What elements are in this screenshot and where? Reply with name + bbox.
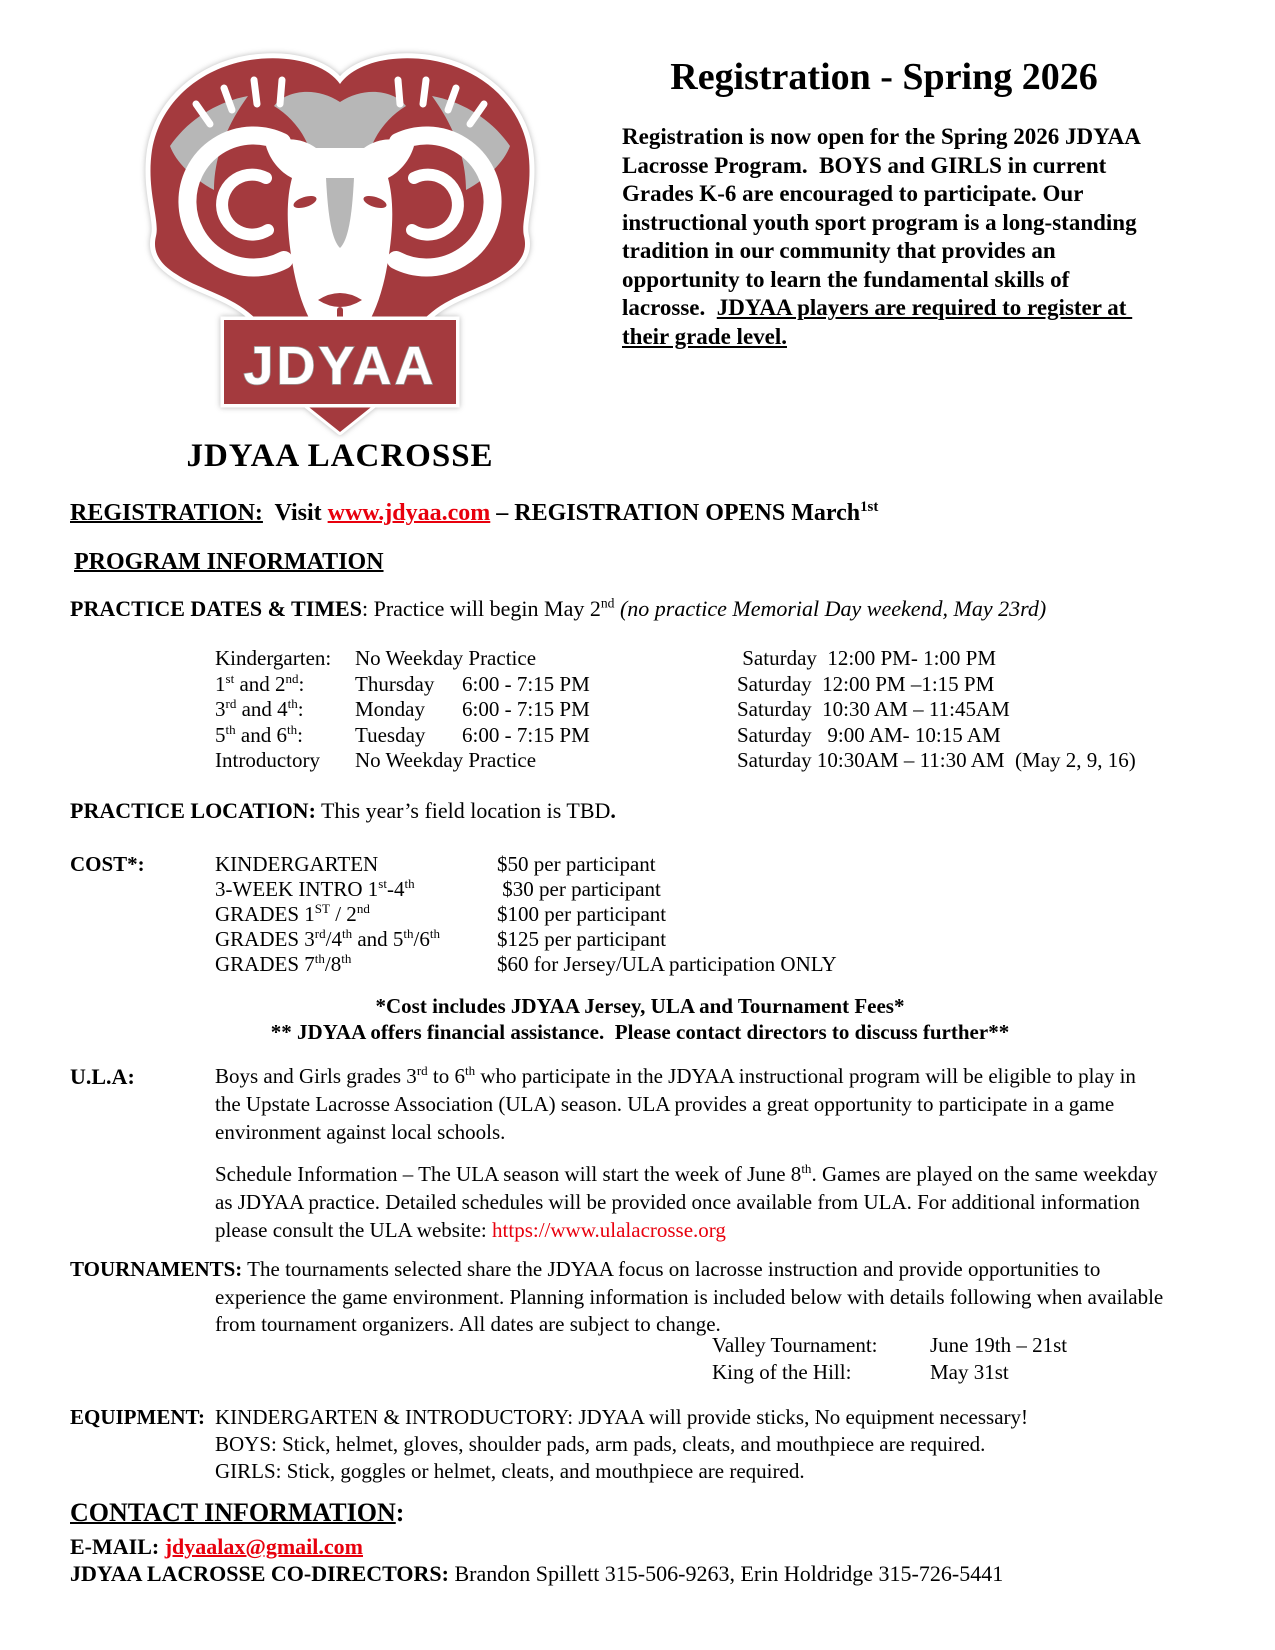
directors-text: Brandon Spillett 315-506-9263, Erin Holdridge 315-726-5441 — [448, 1561, 1004, 1586]
schedule-grade: 5th and 6th: — [215, 721, 303, 747]
ula-website-link[interactable]: https://www.ulalacrosse.org — [492, 1218, 726, 1242]
schedule-time: 6:00 - 7:15 PM — [462, 671, 590, 696]
schedule-grade: 3rd and 4th: — [215, 696, 304, 721]
equipment-section — [70, 1404, 1028, 1485]
registration-visit-text: Visit — [262, 500, 328, 526]
schedule-grade: 1st and 2nd: — [215, 670, 305, 696]
schedule-weekday: Monday — [355, 697, 425, 721]
practice-schedule-table — [215, 646, 1136, 774]
ram-head-icon — [130, 50, 550, 435]
cost-label-spacer — [70, 877, 215, 902]
cost-notes — [70, 993, 1210, 1045]
contact-heading-colon: : — [395, 1498, 405, 1527]
schedule-weekday: Tuesday — [355, 722, 426, 747]
jdyaa-ram-logo — [130, 50, 550, 435]
cost-item: KINDERGARTEN — [215, 852, 379, 876]
cost-label: COST*: — [70, 852, 145, 876]
registration-label: REGISTRATION: — [70, 500, 263, 526]
practice-location-line — [70, 798, 616, 824]
cost-price: $50 per participant — [497, 852, 656, 876]
schedule-weekday: Thursday — [355, 671, 435, 696]
cost-price: $30 per participant — [497, 877, 661, 901]
schedule-grade: Kindergarten: — [215, 646, 332, 670]
email-label: E-MAIL: — [70, 1534, 165, 1559]
schedule-time — [462, 748, 737, 774]
schedule-time: 6:00 - 7:15 PM — [462, 697, 590, 721]
practice-dates-text: : Practice will begin May 2nd — [361, 595, 615, 621]
equipment-line: KINDERGARTEN & INTRODUCTORY: JDYAA will provide sticks, No equipment necessary! — [215, 1405, 1029, 1429]
tournaments-paragraph — [70, 1256, 1180, 1339]
cost-label-spacer — [70, 927, 215, 952]
equipment-line: GIRLS: Stick, goggles or helmet, cleats, and mouthpiece are required. — [215, 1459, 805, 1483]
practice-location-label: PRACTICE LOCATION: — [70, 798, 316, 823]
tournament-date: June 19th – 21st — [930, 1333, 1068, 1357]
logo-banner-text: JDYAA — [243, 336, 437, 396]
ula-label: U.L.A: — [70, 1064, 135, 1089]
cost-item: GRADES 1ST / 2nd — [215, 901, 370, 926]
equipment-label-spacer — [70, 1458, 215, 1485]
schedule-time — [462, 646, 737, 672]
cost-price: $60 for Jersey/ULA participation ONLY — [497, 952, 837, 976]
schedule-saturday: Saturday 12:00 PM –1:15 PM — [737, 671, 995, 696]
schedule-saturday: Saturday 12:00 PM- 1:00 PM — [737, 646, 997, 670]
page-title: Registration - Spring 2026 — [670, 56, 1098, 98]
registration-line — [70, 500, 878, 527]
header-text-block — [622, 55, 1146, 351]
tournament-date: May 31st — [930, 1360, 1009, 1384]
directors-label: JDYAA LACROSSE CO-DIRECTORS: — [70, 1561, 449, 1586]
practice-dates-note: (no practice Memorial Day weekend, May 23rd) — [619, 596, 1047, 621]
practice-location-text: This year’s field location is TBD. — [315, 798, 616, 823]
ula-paragraph-2-text: Schedule Information – The ULA season will start the week of June 8th. Games are played on the same weekday as JDYAA practice. Detailed schedules will be provided once available from ULA. For additional information please consult the ULA website: — [215, 1161, 1164, 1242]
practice-dates-label: PRACTICE DATES & TIMES — [70, 596, 362, 621]
cost-price: $100 per participant — [497, 902, 667, 926]
tournament-name: King of the Hill: — [712, 1360, 852, 1384]
schedule-weekday: No Weekday Practice — [355, 646, 537, 670]
cost-label-spacer — [70, 952, 215, 977]
cost-note-1: *Cost includes JDYAA Jersey, ULA and Tournament Fees* — [375, 994, 905, 1018]
cost-item: GRADES 3rd/4th and 5th/6th — [215, 926, 440, 951]
email-line — [70, 1534, 363, 1560]
practice-dates-line — [70, 596, 1046, 622]
directors-line — [70, 1561, 1003, 1587]
program-information-heading: PROGRAM INFORMATION — [74, 549, 384, 575]
cost-item: 3-WEEK INTRO 1st-4th — [215, 876, 415, 901]
email-link[interactable]: jdyaalax@gmail.com — [164, 1534, 363, 1559]
equipment-line: BOYS: Stick, helmet, gloves, shoulder pads, arm pads, cleats, and mouthpiece are required. — [215, 1432, 986, 1456]
contact-heading-text: CONTACT INFORMATION — [70, 1498, 396, 1527]
logo-caption: JDYAA LACROSSE — [186, 438, 494, 474]
intro-paragraph: Registration is now open for the Spring 2026 JDYAA Lacrosse Program. BOYS and GIRLS in current Grades K-6 are encouraged to participate. Our instructional youth sport program is a long-standing tradition in our community that provides an opportunity to learn the fundamental skills of lacrosse. JDYAA players are required to register at their grade level. — [622, 124, 1146, 349]
schedule-saturday: Saturday 10:30AM – 11:30 AM (May 2, 9, 16) — [737, 748, 1136, 772]
equipment-label-spacer — [70, 1431, 215, 1458]
tournament-events-table — [712, 1332, 1067, 1386]
cost-price: $125 per participant — [497, 927, 667, 951]
cost-label-spacer — [70, 902, 215, 927]
registration-tail-text: – REGISTRATION OPENS March$^{1st}$ — [490, 499, 879, 526]
ula-paragraph-2 — [215, 1160, 1164, 1244]
ula-paragraph-1: Boys and Girls grades 3rd to 6th who participate in the JDYAA instructional program will be eligible to play in the Upstate Lacrosse Association (ULA) season. ULA provides a great opportunity to participate in a game environment against local schools. — [215, 1063, 1142, 1144]
cost-item: GRADES 7th/8th — [215, 951, 352, 976]
cost-note-2: ** JDYAA offers financial assistance. Please contact directors to discuss further** — [270, 1020, 1010, 1044]
tournaments-label: TOURNAMENTS: — [70, 1257, 243, 1281]
schedule-grade: Introductory — [215, 748, 320, 772]
schedule-weekday: No Weekday Practice — [355, 748, 537, 772]
contact-heading — [70, 1498, 404, 1528]
cost-table — [70, 852, 837, 977]
schedule-saturday: Saturday 10:30 AM – 11:45AM — [737, 697, 1010, 721]
equipment-label: EQUIPMENT: — [70, 1405, 205, 1429]
jdyaa-website-link[interactable]: www.jdyaa.com — [327, 500, 491, 526]
tournament-name: Valley Tournament: — [712, 1333, 878, 1357]
schedule-time: 6:00 - 7:15 PM — [462, 722, 590, 747]
schedule-saturday: Saturday 9:00 AM- 10:15 AM — [737, 722, 1001, 747]
tournaments-text: The tournaments selected share the JDYAA focus on lacrosse instruction and provide opportunities to experience the game environment. Planning information is included below with details following when available from tournament organizers. All dates are subject to change. — [215, 1257, 1169, 1336]
